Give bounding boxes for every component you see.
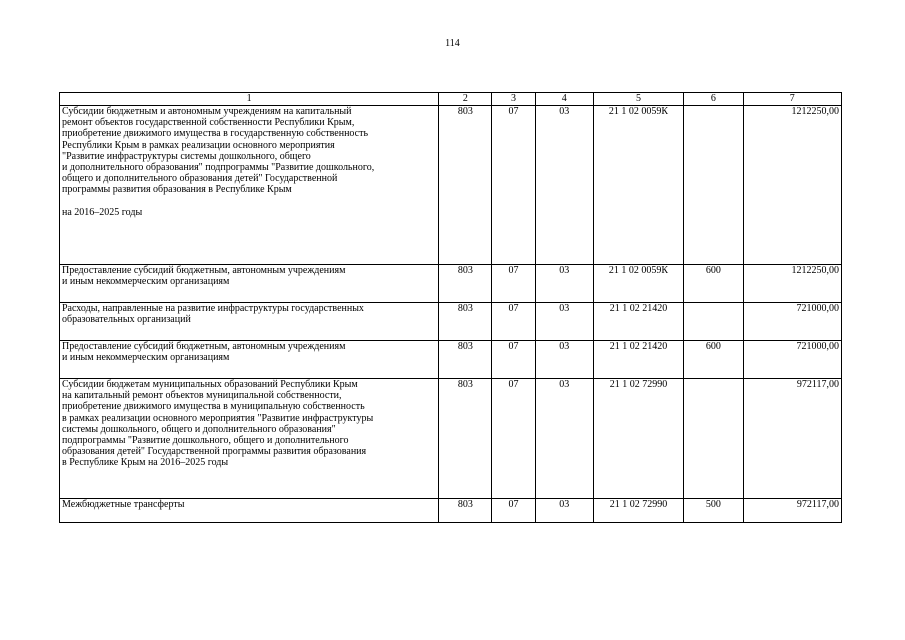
- row-amount: 721000,00: [743, 341, 841, 379]
- row-code-5: 21 1 02 72990: [593, 379, 683, 499]
- row-description: Межбюджетные трансферты: [60, 499, 439, 523]
- row-code-6: [684, 379, 743, 499]
- row-description: Субсидии бюджетам муниципальных образований Республики Крым на капитальный ремонт объектов муниципальной собственности, приобретение движимого имущества в муниципальную собственность в рамках реализации основного мероприятия "Развитие инфраструктуры системы дошкольного, общего и дополнительного образования" подпрограммы "Развитие дошкольного, общего и дополнительного образования детей" Государственной программы развития образования в Республике Крым на 2016–2025 годы: [60, 379, 439, 499]
- row-description: Расходы, направленные на развитие инфраструктуры государственных образовательных организаций: [60, 303, 439, 341]
- row-code-5: 21 1 02 21420: [593, 303, 683, 341]
- row-code-4: 03: [535, 303, 593, 341]
- table-row: [60, 499, 842, 523]
- row-code-3: 07: [492, 265, 535, 303]
- row-code-5: 21 1 02 72990: [593, 499, 683, 523]
- row-code-6: 600: [684, 341, 743, 379]
- row-code-6: 600: [684, 265, 743, 303]
- row-code-5: 21 1 02 0059К: [593, 106, 683, 265]
- row-code-4: 03: [535, 265, 593, 303]
- row-code-3: 07: [492, 499, 535, 523]
- header-cell-7: 7: [743, 93, 841, 106]
- header-cell-5: 5: [593, 93, 683, 106]
- header-row: [60, 93, 842, 106]
- row-description: Предоставление субсидий бюджетным, автономным учреждениям и иным некоммерческим организациям: [60, 341, 439, 379]
- row-code-2: 803: [439, 106, 492, 265]
- header-cell-1: 1: [60, 93, 439, 106]
- row-description: Предоставление субсидий бюджетным, автономным учреждениям и иным некоммерческим организациям: [60, 265, 439, 303]
- row-amount: 1212250,00: [743, 106, 841, 265]
- row-code-2: 803: [439, 499, 492, 523]
- table-row: [60, 303, 842, 341]
- table-row: [60, 106, 842, 265]
- table-row: [60, 265, 842, 303]
- row-amount: 972117,00: [743, 499, 841, 523]
- row-code-3: 07: [492, 341, 535, 379]
- row-code-6: [684, 106, 743, 265]
- table-row: [60, 341, 842, 379]
- page-number: 114: [445, 38, 460, 49]
- row-code-2: 803: [439, 341, 492, 379]
- row-amount: 1212250,00: [743, 265, 841, 303]
- row-amount: 721000,00: [743, 303, 841, 341]
- row-code-5: 21 1 02 0059К: [593, 265, 683, 303]
- row-code-3: 07: [492, 106, 535, 265]
- table-row: [60, 379, 842, 499]
- budget-table: [59, 92, 842, 523]
- row-code-3: 07: [492, 303, 535, 341]
- row-description: Субсидии бюджетным и автономным учреждениям на капитальный ремонт объектов государственной собственности Республики Крым, приобретение движимого имущества в государственную собственность Республики Крым в рамках реализации основного мероприятия "Развитие инфраструктуры системы дошкольного, общего и дополнительного образования" подпрограммы "Развитие дошкольного, общего и дополнительного образования детей" Государственной программы развития образования в Республике Крым на 2016–2025 годы: [60, 106, 439, 265]
- header-cell-6: 6: [684, 93, 743, 106]
- row-code-2: 803: [439, 265, 492, 303]
- row-code-4: 03: [535, 106, 593, 265]
- row-code-3: 07: [492, 379, 535, 499]
- row-code-5: 21 1 02 21420: [593, 341, 683, 379]
- row-code-6: 500: [684, 499, 743, 523]
- row-code-4: 03: [535, 341, 593, 379]
- row-code-2: 803: [439, 379, 492, 499]
- row-code-4: 03: [535, 499, 593, 523]
- row-code-6: [684, 303, 743, 341]
- header-cell-3: 3: [492, 93, 535, 106]
- header-cell-2: 2: [439, 93, 492, 106]
- header-cell-4: 4: [535, 93, 593, 106]
- row-amount: 972117,00: [743, 379, 841, 499]
- row-code-4: 03: [535, 379, 593, 499]
- row-code-2: 803: [439, 303, 492, 341]
